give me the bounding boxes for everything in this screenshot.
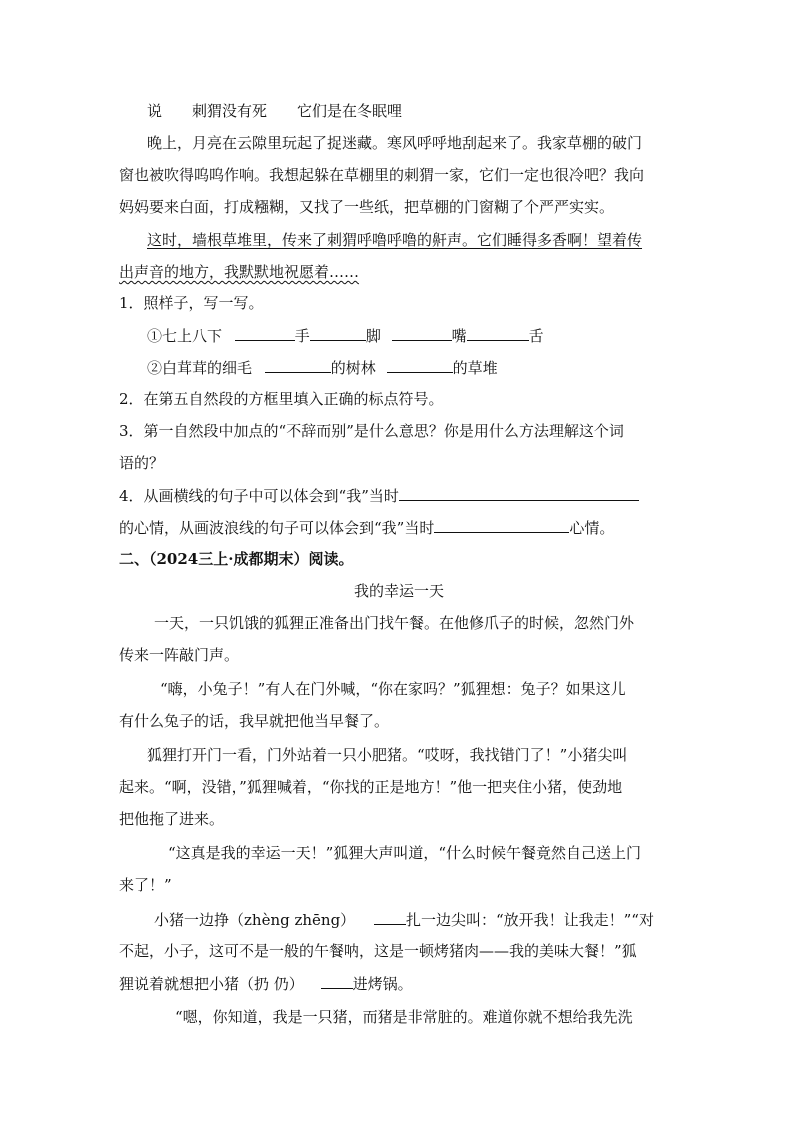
answer-blank[interactable]: [265, 357, 331, 373]
answer-blank[interactable]: [387, 357, 453, 373]
question-1a: ①七上八下 手 脚 嘴 舌: [147, 327, 544, 345]
text-line: 不起，小子，这可不是一般的午餐呐，这是一顿烤猪肉——我的美味大餐！”狐: [119, 942, 637, 960]
text-line: 小猪一边挣（zhèng zhēng） 扎一边尖叫：“放开我！让我走！”“对: [154, 911, 654, 929]
text-line: “嗯，你知道，我是一只猪，而猪是非常脏的。难道你就不想给我先洗: [175, 1008, 633, 1026]
question-3: 3．第一自然段中加点的“不辞而别”是什么意思？你是用什么方法理解这个词: [119, 422, 624, 440]
answer-blank[interactable]: [399, 485, 639, 501]
question-3-cont: 语的？: [119, 454, 165, 472]
question-1: 1．照样子，写一写。: [119, 294, 264, 312]
text-line: 一天，一只饥饿的狐狸正准备出门找午餐。在他修爪子的时候，忽然门外: [154, 614, 635, 632]
text-line: 起来。“啊，没错，”狐狸喊着，“你找的正是地方！”他一把夹住小猪，使劲地: [119, 778, 623, 796]
answer-blank[interactable]: [392, 325, 452, 341]
answer-blank[interactable]: [310, 325, 366, 341]
question-2: 2．在第五自然段的方框里填入正确的标点符号。: [119, 390, 444, 408]
text-line: “这真是我的幸运一天！”狐狸大声叫道，“什么时候午餐竟然自己送上门: [168, 844, 642, 862]
section-heading: 二、（2024三上·成都期末）阅读。: [119, 550, 354, 568]
question-4: 4．从画横线的句子中可以体会到“我”当时: [119, 485, 679, 506]
text-line: 有什么兔子的话，我早就把他当早餐了。: [119, 712, 390, 730]
text-line: 把他拖了进来。: [119, 810, 225, 828]
text-line: 来了！”: [119, 876, 172, 894]
answer-blank[interactable]: [321, 973, 353, 989]
text-line: 狸说着就想把小猪（扔 仍） 进烤锅。: [119, 975, 413, 993]
question-4-cont: 的心情，从画波浪线的句子可以体会到“我”当时 心情。: [119, 519, 615, 537]
answer-blank[interactable]: [374, 909, 406, 925]
text-line: 狐狸打开门一看，门外站着一只小肥猪。“哎呀，我找错门了！”小猪尖叫: [147, 746, 628, 764]
answer-blank[interactable]: [235, 325, 295, 341]
text-line: “嗨，小兔子！”有人在门外喊，“你在家吗？”狐狸想：兔子？如果这儿: [160, 680, 626, 698]
answer-blank[interactable]: [467, 325, 529, 341]
question-1b: ②白茸茸的细毛 的树林 的草堆: [147, 359, 498, 377]
wavy-underlined-sentence: 出声音的地方，我默默地祝愿着……: [119, 263, 360, 281]
text-line: 晚上，月亮在云隙里玩起了捉迷藏。寒风呼呼地刮起来了。我家草棚的破门: [147, 134, 643, 152]
text-line: 窗也被吹得呜呜作响。我想起躲在草棚里的刺猬一家，它们一定也很冷吧？我向: [119, 166, 645, 184]
text-line: 传来一阵敲门声。: [119, 646, 240, 664]
text-line: 妈妈要来白面，打成糨糊，又找了一些纸，把草棚的门窗糊了个严严实实。: [119, 198, 615, 216]
text-line: 说 刺猬没有死 它们是在冬眠哩: [147, 102, 403, 120]
underlined-sentence: 这时，墙根草堆里，传来了刺猬呼噜呼噜的鼾声。它们睡得多香啊！望着传: [147, 231, 643, 249]
passage-title: 我的幸运一天: [353, 582, 444, 600]
answer-blank[interactable]: [434, 517, 569, 533]
